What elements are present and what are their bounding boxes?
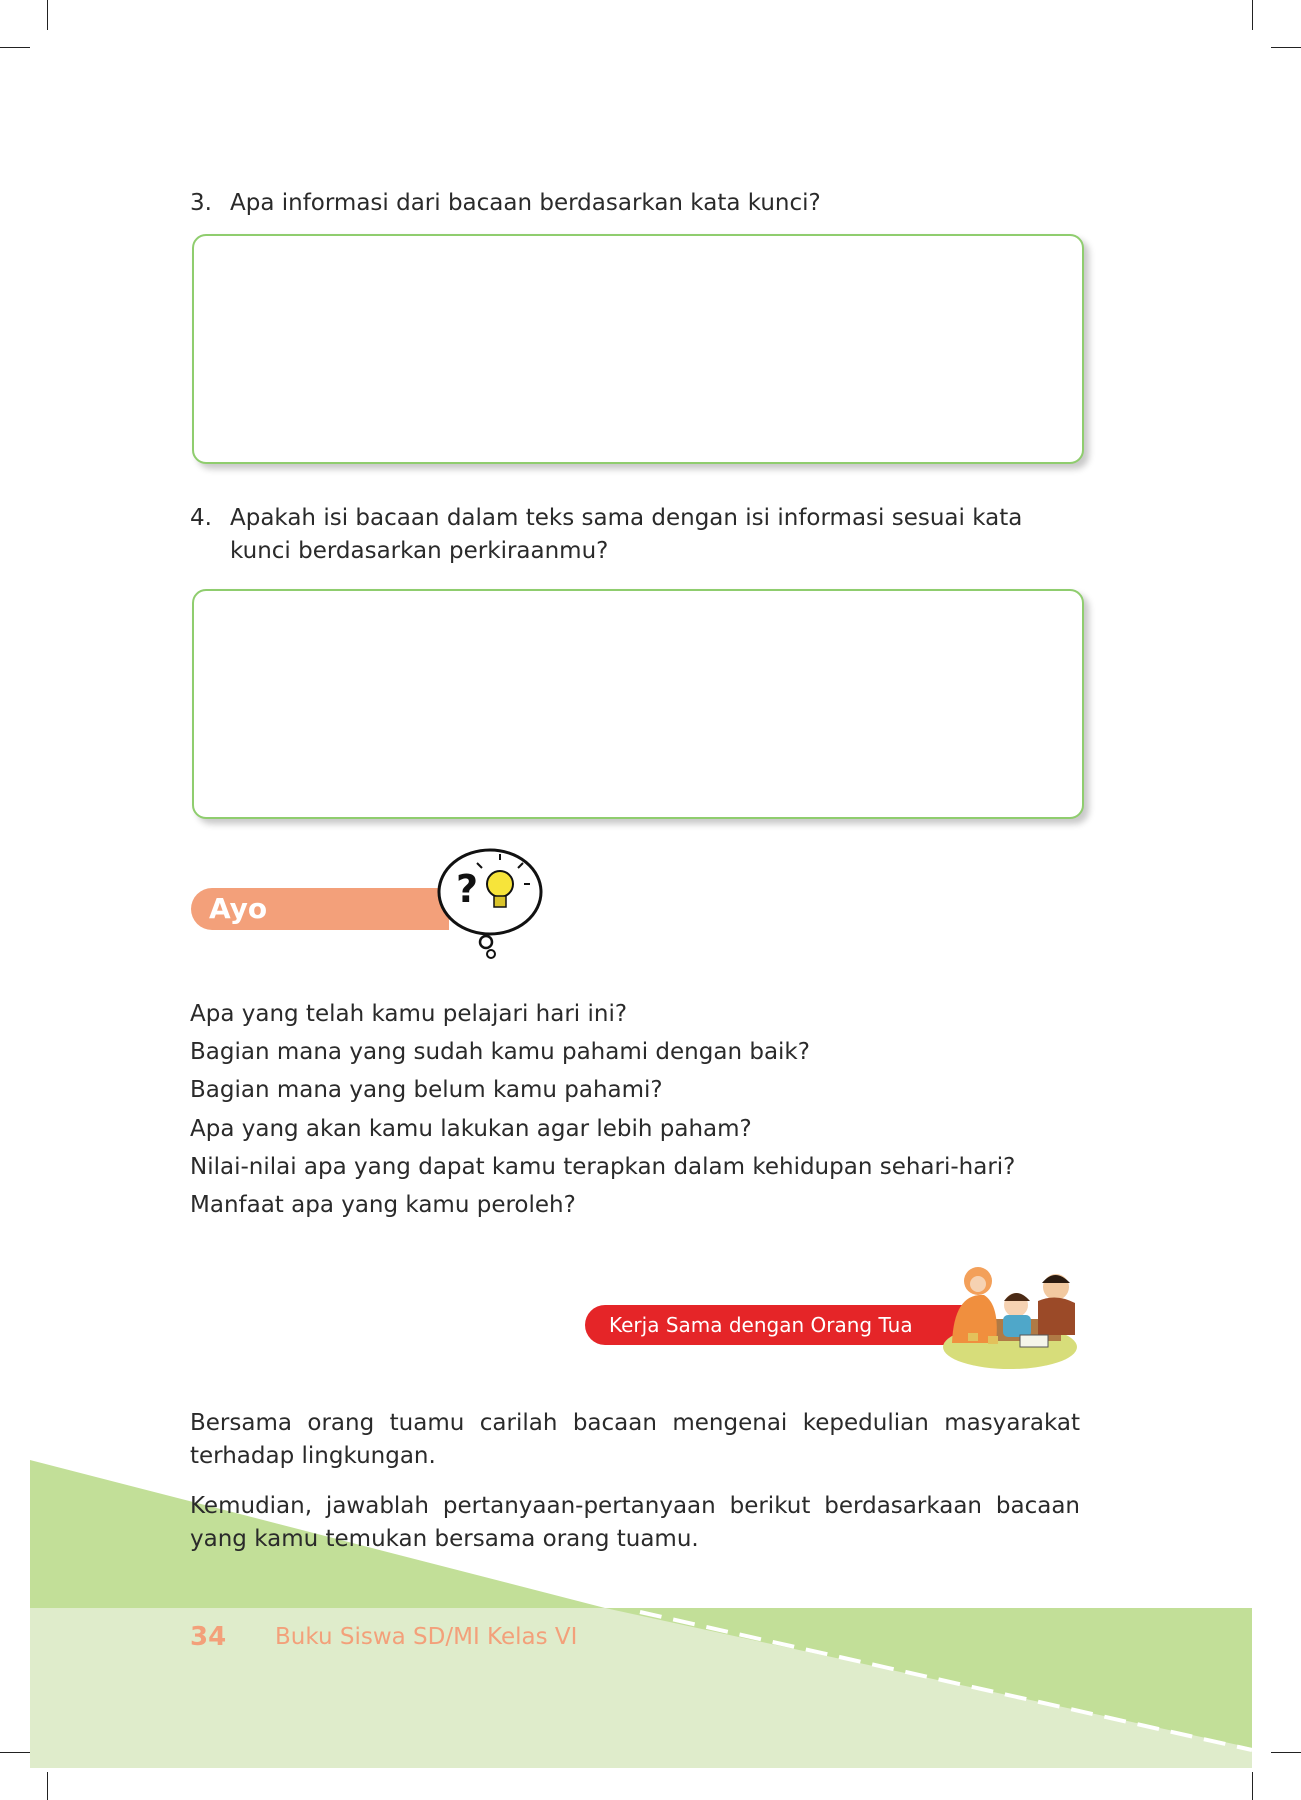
svg-text:?: ? [456,867,479,911]
reflection-heading-banner [191,888,449,958]
parents-heading: Kerja Sama dengan Orang Tua [609,1313,913,1337]
page-number: 34 [190,1622,227,1652]
thought-bubble-icon [436,848,546,960]
reflection-line: Bagian mana yang belum kamu pahami? [190,1077,663,1104]
family-illustration [940,1255,1080,1370]
answer-box-4[interactable] [192,589,1084,819]
question-3 [190,187,821,220]
parents-paragraph-2: Kemudian, jawablah pertanyaan-pertanyaan berikut berdasarkaan bacaan yang kamu temukan bersama orang tuamu. [190,1493,1080,1552]
reflection-line: Apa yang akan kamu lakukan agar lebih paham? [190,1115,752,1142]
answer-box-3[interactable] [192,234,1084,464]
book-title: Buku Siswa SD/MI Kelas VI [275,1624,578,1650]
question-number: 3. [190,190,212,216]
question-text: Apakah isi bacaan dalam teks sama dengan isi informasi sesuai kata kunci berdasarkan perkiraanmu? [230,505,1023,564]
reflection-line: Manfaat apa yang kamu peroleh? [190,1192,576,1219]
reflection-questions [190,995,1015,1224]
reflection-heading: Ayo Renungkan [209,892,387,958]
question-text: Apa informasi dari bacaan berdasarkan kata kunci? [230,190,821,216]
reflection-line: Bagian mana yang sudah kamu pahami dengan baik? [190,1039,810,1066]
reflection-line: Nilai-nilai apa yang dapat kamu terapkan dalam kehidupan sehari-hari? [190,1153,1016,1180]
question-number: 4. [190,505,212,531]
parents-heading-banner [585,1305,965,1345]
question-4 [190,502,1080,568]
parents-paragraph-1: Bersama orang tuamu carilah bacaan mengenai kepedulian masyarakat terhadap lingkungan. [190,1410,1080,1469]
reflection-line: Apa yang telah kamu pelajari hari ini? [190,1001,628,1027]
